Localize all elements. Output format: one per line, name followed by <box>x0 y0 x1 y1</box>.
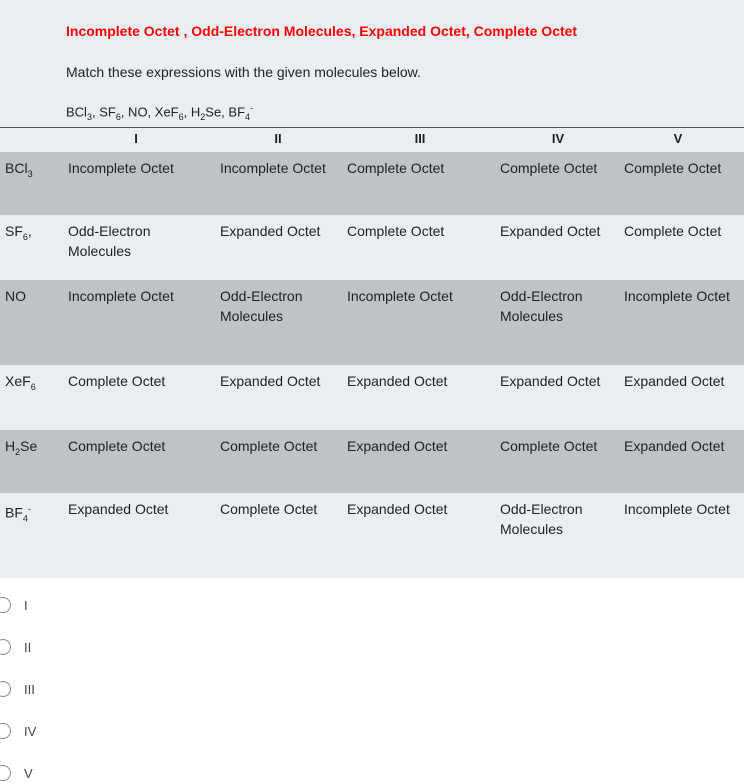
molecule-label: $H_2Se$ <box>5 438 38 457</box>
column-header-ii: II <box>274 131 282 146</box>
table-cell: Odd-Electron Molecules <box>68 223 151 259</box>
option-iii[interactable] <box>0 678 35 700</box>
option-label: I <box>24 597 28 613</box>
table-cell: Odd-Electron Molecules <box>500 501 583 537</box>
molecule-label: $BF_4^-$ <box>5 504 31 524</box>
table-cell: Odd-Electron Molecules <box>500 288 583 324</box>
table-cell: Incomplete Octet <box>68 160 174 176</box>
column-header-v: V <box>673 131 683 146</box>
table-cell: Expanded Octet <box>624 438 725 454</box>
header-rule <box>0 127 744 128</box>
table-cell: Expanded Octet <box>347 373 448 389</box>
option-i[interactable] <box>0 594 28 616</box>
question-title: Incomplete Octet , Odd-Electron Molecules, Expanded Octet, Complete Octet <box>66 23 578 39</box>
table-cell: Expanded Octet <box>68 501 169 517</box>
table-cell: Expanded Octet <box>347 438 448 454</box>
table-cell: Expanded Octet <box>220 373 321 389</box>
molecule-label: $SF_6$, <box>5 223 32 242</box>
table-row <box>0 430 744 493</box>
option-label: V <box>24 765 33 781</box>
option-ii[interactable] <box>0 636 31 658</box>
table-cell: Incomplete Octet <box>347 288 453 304</box>
table-cell: Expanded Octet <box>500 373 601 389</box>
table-row <box>0 493 744 578</box>
column-header-iv: IV <box>551 131 565 146</box>
table-row <box>0 280 744 365</box>
molecule-label: NO <box>5 288 26 304</box>
table-cell: Expanded Octet <box>624 373 725 389</box>
table-row <box>0 365 744 430</box>
table-cell: Complete Octet <box>347 160 445 176</box>
table-cell: Complete Octet <box>500 160 598 176</box>
table-cell: Incomplete Octet <box>220 160 326 176</box>
table-cell: Complete Octet <box>220 438 318 454</box>
option-v[interactable] <box>0 762 33 784</box>
table-cell: Complete Octet <box>624 160 722 176</box>
molecule-label: BCl$_3$ <box>5 160 33 179</box>
radio-circle-icon[interactable] <box>0 639 11 655</box>
option-label: IV <box>24 723 37 739</box>
radio-circle-icon[interactable] <box>0 723 11 739</box>
table-cell: Incomplete Octet <box>68 288 174 304</box>
table-cell: Expanded Octet <box>500 223 601 239</box>
table-cell: Expanded Octet <box>347 501 448 517</box>
radio-circle-icon[interactable] <box>0 597 11 613</box>
table-cell: Complete Octet <box>347 223 445 239</box>
option-label: II <box>24 639 32 655</box>
radio-circle-icon[interactable] <box>0 681 11 697</box>
column-header-i: I <box>134 131 138 146</box>
table-cell: Incomplete Octet <box>624 501 730 517</box>
option-iv[interactable] <box>0 720 36 742</box>
table-cell: Expanded Octet <box>220 223 321 239</box>
formula-list: BCl$_3$, $SF_6$, NO, XeF$_6$, $H_2Se$, $BF_4^-$ <box>66 103 254 122</box>
column-header-iii: III <box>414 131 426 146</box>
table-cell: Complete Octet <box>624 223 722 239</box>
table-cell: Complete Octet <box>500 438 598 454</box>
table-cell: Incomplete Octet <box>624 288 730 304</box>
molecule-label: XeF$_6$ <box>5 373 36 392</box>
table-row <box>0 215 744 280</box>
option-label: III <box>24 681 35 697</box>
table-row <box>0 152 744 215</box>
radio-circle-icon[interactable] <box>0 765 11 781</box>
table-cell: Odd-Electron Molecules <box>220 288 303 324</box>
table-cell: Complete Octet <box>68 438 166 454</box>
table-cell: Complete Octet <box>68 373 166 389</box>
table-cell: Complete Octet <box>220 501 318 517</box>
question-instruction: Match these expressions with the given molecules below. <box>66 64 421 80</box>
